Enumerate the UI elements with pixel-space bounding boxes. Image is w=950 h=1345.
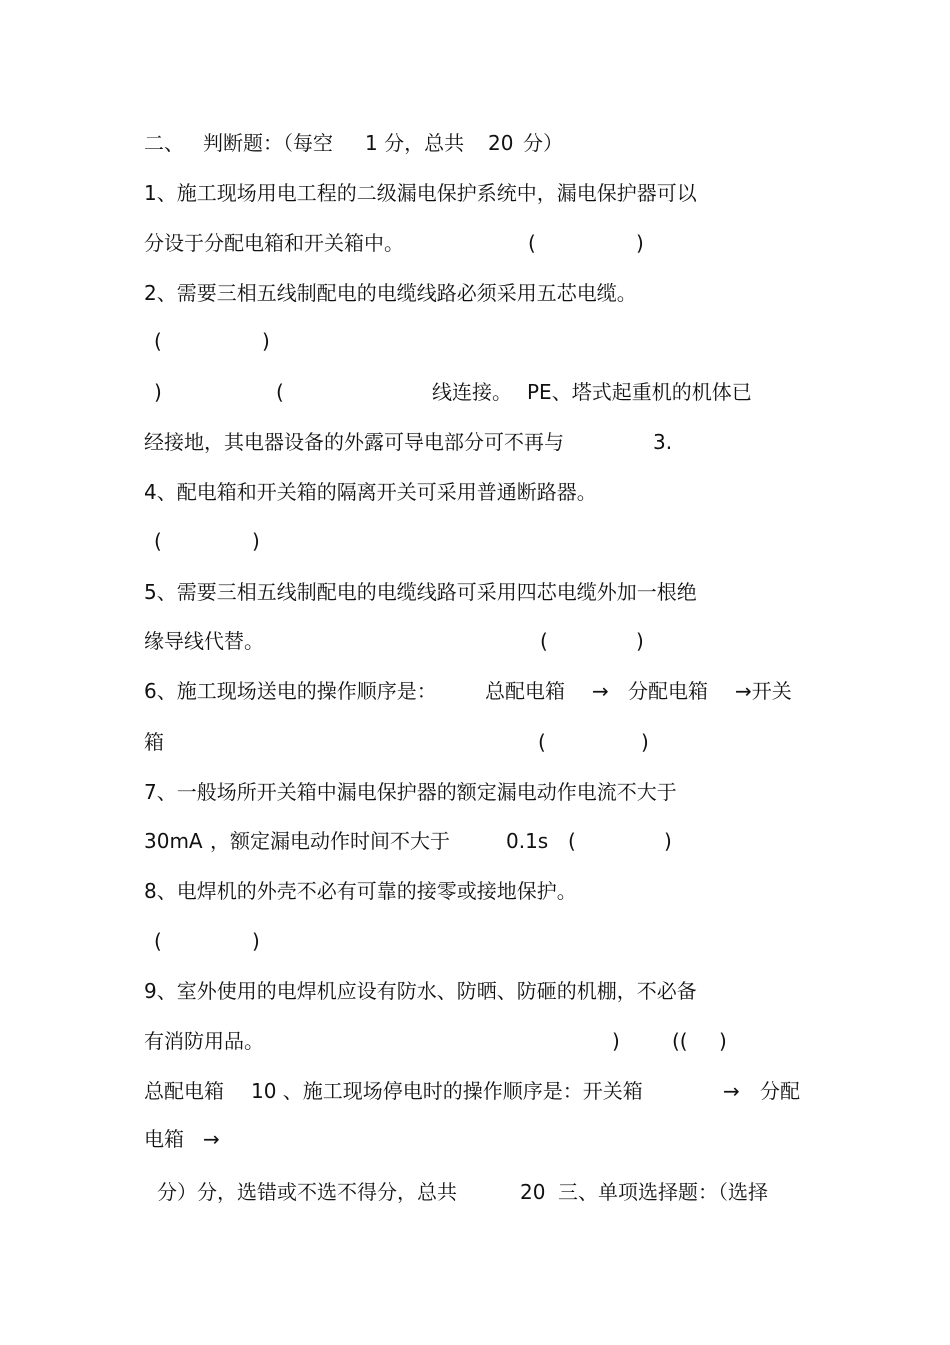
answer-bracket-close: ) xyxy=(636,231,644,255)
question-4-line-1 xyxy=(0,475,950,509)
line-segment: →开关 xyxy=(735,679,792,703)
line-segment: 分配 xyxy=(760,1079,800,1103)
line-segment: PE、塔式起重机的机体已 xyxy=(527,380,752,404)
answer-bracket-open: ( xyxy=(154,929,162,953)
question-5-line-2 xyxy=(0,624,950,658)
question-4-answer xyxy=(0,524,950,558)
line-segment: 有消防用品。 xyxy=(144,1029,264,1053)
arrow-symbol: → xyxy=(592,679,609,703)
question-3-line-2 xyxy=(0,425,950,459)
question-1-line-2 xyxy=(0,226,950,260)
question-8-line-1 xyxy=(0,874,950,908)
line-segment: 三、单项选择题：（选择 xyxy=(558,1180,768,1204)
question-10-line-1 xyxy=(0,1074,950,1108)
line-segment: 4、配电箱和开关箱的隔离开关可采用普通断路器。 xyxy=(144,480,597,504)
line-segment: 1、施工现场用电工程的二级漏电保护系统中，漏电保护器可以 xyxy=(144,181,697,205)
line-segment: 缘导线代替。 xyxy=(144,629,264,653)
question-5-line-1 xyxy=(0,575,950,609)
line-segment: 分） xyxy=(523,131,563,155)
line-segment: 线连接。 xyxy=(432,380,512,404)
answer-bracket-open: ( xyxy=(276,380,284,404)
line-segment: 30mA xyxy=(144,829,203,853)
answer-bracket-close: ) xyxy=(719,1029,727,1053)
answer-bracket-close: ) xyxy=(262,329,270,353)
answer-bracket-open: ( xyxy=(568,829,576,853)
line-segment: 1 分，总共 xyxy=(365,131,465,155)
line-segment: 分设于分配电箱和开关箱中。 xyxy=(144,231,404,255)
line-segment: 2、需要三相五线制配电的电缆线路必须采用五芯电缆。 xyxy=(144,281,637,305)
question-6-line-1 xyxy=(0,674,950,708)
answer-bracket-close: ) xyxy=(664,829,672,853)
question-number: 3. xyxy=(653,430,673,454)
line-segment: 分）分，选错或不选不得分，总共 xyxy=(157,1180,457,1204)
answer-bracket-open: ( xyxy=(528,231,536,255)
answer-bracket-close: ) xyxy=(636,629,644,653)
line-segment: 7、一般场所开关箱中漏电保护器的额定漏电动作电流不大于 xyxy=(144,780,677,804)
answer-bracket-open: (( xyxy=(672,1029,688,1053)
line-segment: ，额定漏电动作时间不大于 xyxy=(210,829,450,853)
answer-bracket-close: ) xyxy=(154,380,162,404)
line-segment: 箱 xyxy=(144,730,164,754)
line-segment: 9、室外使用的电焊机应设有防水、防晒、防砸的机棚，不必备 xyxy=(144,979,697,1003)
question-2-line-1 xyxy=(0,276,950,310)
question-2-answer xyxy=(0,324,950,358)
answer-bracket-close: ) xyxy=(641,730,649,754)
question-10-line-2 xyxy=(0,1122,950,1156)
line-segment: 8、电焊机的外壳不必有可靠的接零或接地保护。 xyxy=(144,879,577,903)
answer-bracket-close: ) xyxy=(252,929,260,953)
arrow-symbol: → xyxy=(203,1127,220,1151)
answer-bracket-open: ( xyxy=(540,629,548,653)
line-segment: 二、 xyxy=(144,131,184,155)
answer-bracket-open: ( xyxy=(538,730,546,754)
line-segment: 判断题：（每空 xyxy=(203,131,333,155)
question-7-line-2 xyxy=(0,824,950,858)
arrow-symbol: → xyxy=(723,1079,740,1103)
line-segment: 0.1s xyxy=(506,829,549,853)
line-segment: 电箱 xyxy=(144,1127,184,1151)
section-heading-single-choice xyxy=(0,1175,950,1209)
question-9-line-1 xyxy=(0,974,950,1008)
section-heading-judgment xyxy=(0,126,950,160)
answer-bracket-open: ( xyxy=(154,329,162,353)
line-segment: 总配电箱 xyxy=(485,679,565,703)
line-segment: 经接地，其电器设备的外露可导电部分可不再与 xyxy=(144,430,564,454)
question-9-line-2 xyxy=(0,1024,950,1058)
question-8-answer xyxy=(0,924,950,958)
line-segment: 5、需要三相五线制配电的电缆线路可采用四芯电缆外加一根绝 xyxy=(144,580,697,604)
answer-bracket-open: ( xyxy=(154,529,162,553)
answer-bracket-close: ) xyxy=(612,1029,620,1053)
answer-bracket-close: ) xyxy=(252,529,260,553)
question-1-line-1 xyxy=(0,176,950,210)
question-6-line-2 xyxy=(0,725,950,759)
question-7-line-1 xyxy=(0,775,950,809)
line-segment: 20 xyxy=(520,1180,546,1204)
question-3-line-1 xyxy=(0,375,950,409)
line-segment: 6、施工现场送电的操作顺序是： xyxy=(144,679,437,703)
line-segment: 总配电箱 xyxy=(144,1079,224,1103)
line-segment: 分配电箱 xyxy=(628,679,708,703)
line-segment: 10 、施工现场停电时的操作顺序是：开关箱 xyxy=(251,1079,643,1103)
line-segment: 20 xyxy=(488,131,514,155)
